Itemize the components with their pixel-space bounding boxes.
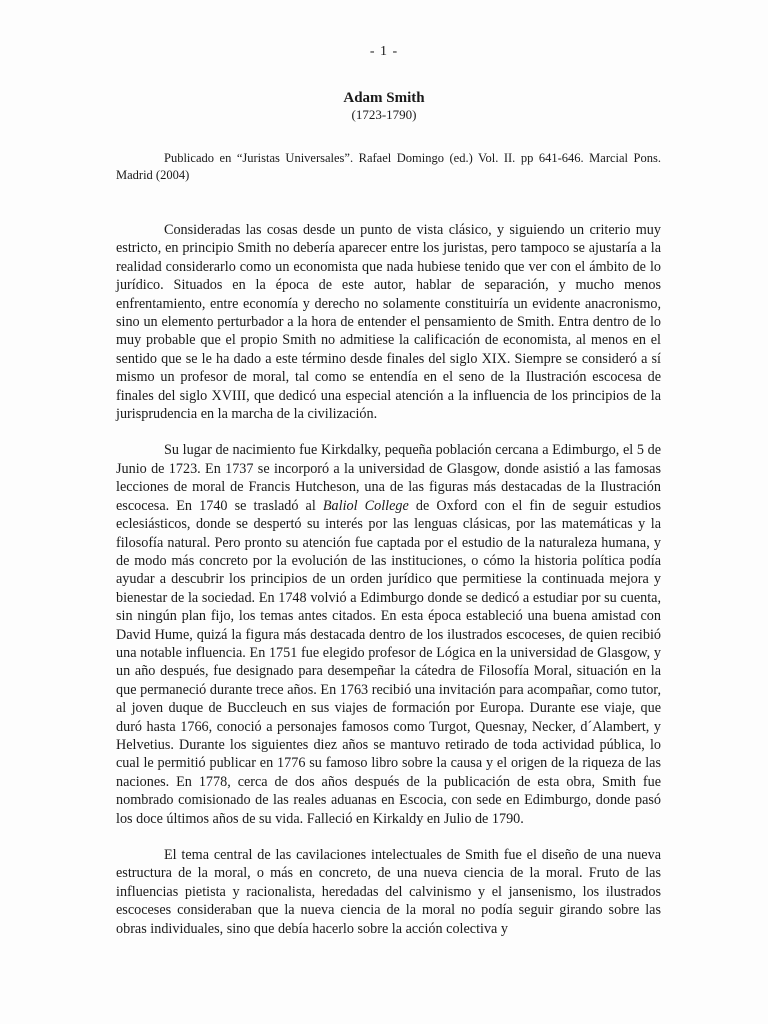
paragraph-2	[116, 441, 661, 828]
paragraph-1: Consideradas las cosas desde un punto de vista clásico, y siguiendo un criterio muy estricto, en principio Smith no debería aparecer entre los juristas, pero tampoco se ajustaría a la realidad considerarlo como un economista que nada hubiese tenido que ver con el ámbito de lo jurídico. Situados en la época de este autor, hablar de separación, y mucho menos enfrentamiento, entre economía y derecho no solamente constituiría un evidente anacronismo, sino un elemento perturbador a la hora de entender el pensamiento de Smith. Entra dentro de lo muy probable que el propio Smith no admitiese la calificación de economista, al menos en el sentido que se le ha dado a este término desde finales del siglo XIX. Siempre se consideró a sí mismo un profesor de moral, tal como se entendía en el seno de la Ilustración escocesa de finales del siglo XVIII, que dedicó una especial atención a la influencia de los principios de la jurisprudencia en la marcha de la civilización.	[116, 222, 661, 423]
page-number: - 1 -	[369, 44, 399, 59]
paragraph-2-part-1: Su lugar de nacimiento fue Kirkdalky, pequeña población cercana a Edimburgo, el 5 de Junio de 1723. En 1737 se incorporó a la universidad de Glasgow, donde asistió a las famosas lecciones de moral de Francis Hutcheson, una de las figuras más destacadas de la Ilustración escocesa. En 1740 se trasladó al	[116, 442, 661, 514]
publication-citation: Publicado en “Juristas Universales”. Rafael Domingo (ed.) Vol. II. pp 641-646. Marcial Pons. Madrid (2004)	[116, 151, 661, 182]
college-name: Baliol College	[322, 497, 409, 514]
page-title: Adam Smith	[343, 90, 425, 106]
paragraph-2-part-2: de Oxford con el fin de seguir estudios eclesiásticos, donde se despertó su interés por las lenguas clásicas, por las matemáticas y la filosofía natural. Pero pronto su atención fue captada por el estudio de la naturaleza humana, y de modo más concreto por la evolución de las instituciones, o cómo la historia política podía ayudar a descubrir los principios de un orden jurídico que permitiese la continuada mejora y bienestar de la sociedad. En 1748 volvió a Edimburgo donde se dedicó a estudiar por su cuenta, sin ningún plan fijo, los temas antes citados. En esta época estableció una buena amistad con David Hume, quizá la figura más destacada dentro de los ilustrados escoceses, de quien recibió una notable influencia. En 1751 fue elegido profesor de Lógica en la universidad de Glasgow, y un año después, fue designado para desempeñar la cátedra de Filosofía Moral, situación en la que permaneció durante trece años. En 1763 recibió una invitación para acompañar, como tutor, al joven duque de Buccleuch en sus viajes de formación por Europa. Durante ese viaje, que duró hasta 1766, conoció a personajes famosos como Turgot, Quesnay, Necker, d´Alambert, y Helvetius. Durante los siguientes diez años se mantuvo retirado de toda actividad pública, lo cual le permitió publicar en 1776 su famoso libro sobre la causa y el origen de la riqueza de las naciones. En 1778, cerca de dos años después de la publicación de esta obra, Smith fue nombrado comisionado de las reales aduanas en Escocia, con sede en Edimburgo, donde pasó los doce últimos años de su vida. Falleció en Kirkaldy en Julio de 1790.	[116, 497, 661, 827]
paragraph-3: El tema central de las cavilaciones intelectuales de Smith fue el diseño de una nueva estructura de la moral, o más en concreto, de una nueva ciencia de la moral. Fruto de las influencias pietista y racionalista, heredadas del calvinismo y el jansenismo, los ilustrados escoceses consideraban que la nueva ciencia de la moral no podía seguir girando sobre las obras individuales, sino que debía hacerlo sobre la acción colectiva y	[116, 847, 661, 937]
body-text	[116, 221, 661, 938]
life-dates: (1723-1790)	[351, 107, 417, 122]
